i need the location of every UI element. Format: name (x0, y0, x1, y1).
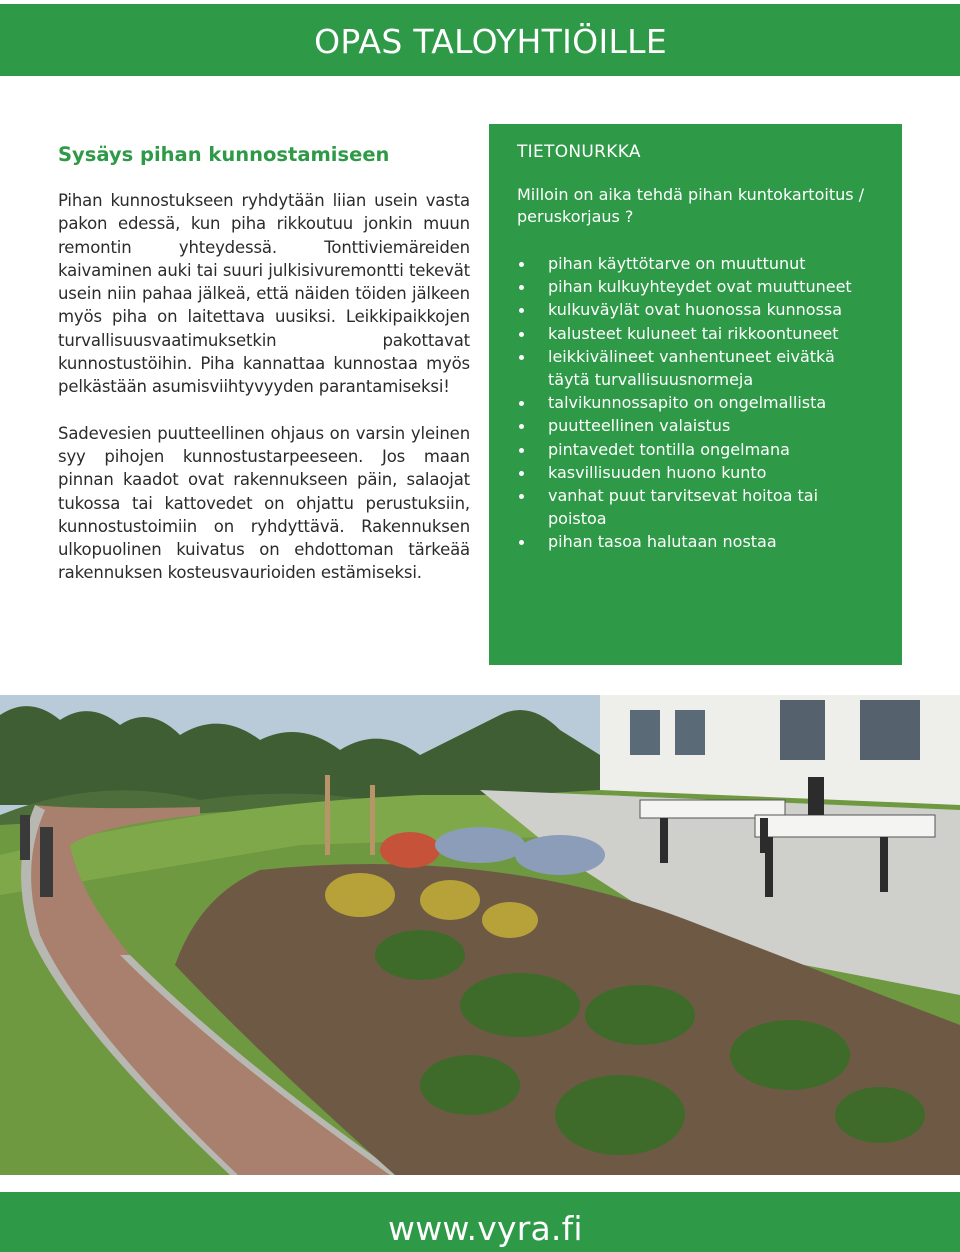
list-item: vanhat puut tarvitsevat hoitoa tai poistoa (517, 484, 876, 530)
article (58, 143, 470, 608)
list-item: kalusteet kuluneet tai rikkoontuneet (517, 322, 876, 345)
garden-photo (0, 695, 960, 1175)
website-link[interactable]: www.vyra.fi (388, 1209, 583, 1248)
list-item: kasvillisuuden huono kunto (517, 461, 876, 484)
list-item: talvikunnossapito on ongelmallista (517, 391, 876, 414)
garden-illustration (0, 695, 960, 1175)
article-heading: Sysäys pihan kunnostamiseen (58, 143, 390, 166)
info-box (489, 124, 902, 665)
list-item: pihan käyttötarve on muuttunut (517, 252, 876, 275)
header-banner (0, 4, 960, 76)
info-box-question: Milloin on aika tehdä pihan kuntokartoitus / peruskorjaus ? (517, 185, 865, 226)
article-paragraph: Sadevesien puutteellinen ohjaus on varsin yleinen syy pihojen kunnostustarpeeseen. Jos maan pinnan kaadot ovat rakennukseen päin, salaojat tukossa tai kattovedet on ohjattu perustuksiin, kunnostustoimiin on ryhdyttävä. Rakennuksen ulkopuolinen kuivatus on ehdottoman tärkeää rakennuksen kosteusvaurioiden estämiseksi. (58, 423, 470, 583)
list-item: pintavedet tontilla ongelmana (517, 438, 876, 461)
info-box-list (517, 252, 876, 554)
page-title: OPAS TALOYHTIÖILLE (314, 22, 667, 61)
list-item: kulkuväylät ovat huonossa kunnossa (517, 298, 876, 321)
list-item: leikkivälineet vanhentuneet eivätkä täytä turvallisuusnormeja (517, 345, 876, 391)
list-item: pihan kulkuyhteydet ovat muuttuneet (517, 275, 876, 298)
info-box-title: TIETONURKKA (517, 142, 641, 162)
list-item: pihan tasoa halutaan nostaa (517, 530, 876, 553)
list-item: puutteellinen valaistus (517, 414, 876, 437)
footer-banner (0, 1192, 960, 1252)
article-paragraph: Pihan kunnostukseen ryhdytään liian usein vasta pakon edessä, kun piha rikkoutuu jonkin muun remontin yhteydessä. Tonttiviemäreiden kaivaminen auki tai suuri julkisivuremontti tekevät usein niin pahaa jälkeä, että näiden töiden jälkeen myös piha on laitettava uusiksi. Leikkipaikkojen turvallisuusvaatimuksetkin pakottavat kunnostustöihin. Piha kannattaa kunnostaa myös pelkästään asumisviihtyvyyden parantamiseksi! (58, 191, 470, 397)
